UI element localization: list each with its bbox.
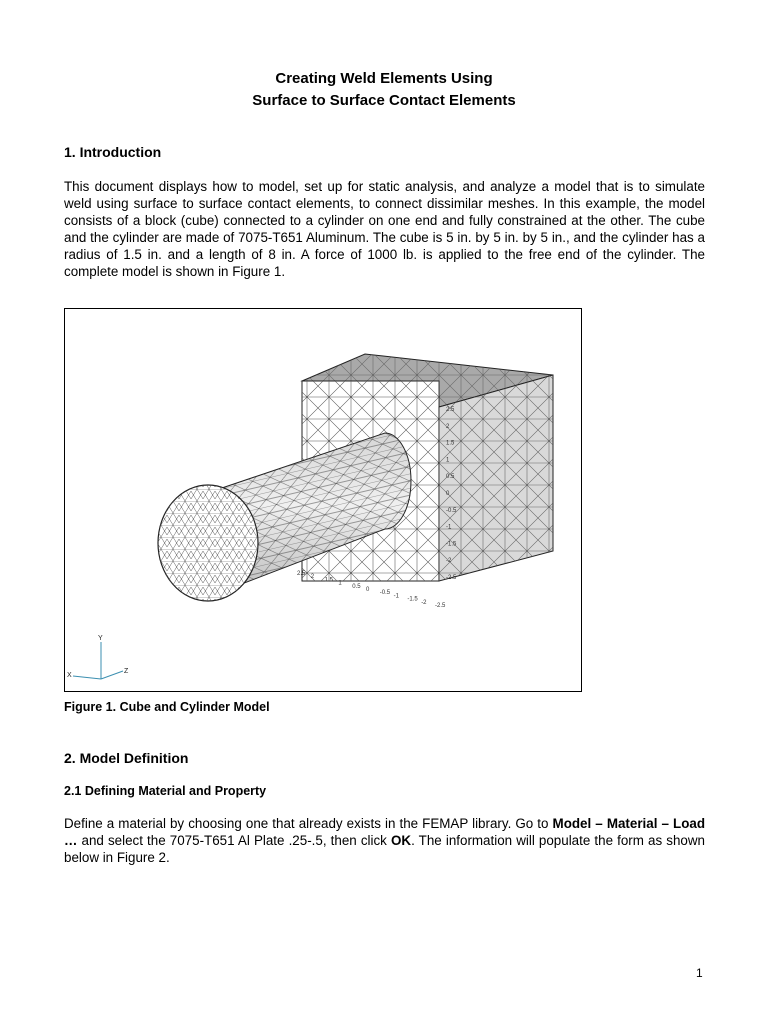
bottom-tick-label: 2.5	[297, 571, 306, 577]
right-tick-label: 1.5	[446, 440, 455, 447]
bottom-tick-label: -1.5	[407, 596, 418, 603]
material-paragraph	[64, 815, 705, 866]
section-heading-model-definition: 2. Model Definition	[64, 750, 189, 766]
bottom-tick-label: -2.5	[435, 603, 446, 609]
right-tick-label: -1.5	[446, 541, 457, 548]
introduction-paragraph: This document displays how to model, set up for static analysis, and analyze a model that is to simulate weld using surface to surface contact elements, to connect dissimilar meshes. In this example, the model consists of a block (cube) connected to a cylinder on one end and fully constrained at the other. The cube and the cylinder are made of 7075-T651 Aluminum. The cube is 5 in. by 5 in. by 5 in., and the cylinder has a radius of 1.5 in. and a length of 8 in. A force of 1000 lb. is applied to the free end of the cylinder. The complete model is shown in Figure 1.	[64, 179, 705, 279]
bottom-tick-label: -2	[421, 599, 427, 606]
right-tick-label: -0.5	[446, 507, 457, 514]
right-tick-label: 0.5	[446, 474, 455, 481]
title-line-1: Creating Weld Elements Using	[275, 70, 493, 87]
triad-x-label: X	[67, 672, 72, 679]
bottom-tick-label: 1.5	[324, 577, 333, 584]
right-tick-label: -1	[446, 524, 452, 531]
material-text-start: Define a material by choosing one that already exists in the FEMAP library. Go to	[64, 816, 553, 831]
document-title	[0, 68, 768, 112]
triad-y-label: Y	[98, 635, 103, 642]
bottom-tick-label: 0.5	[352, 583, 361, 590]
section-heading-introduction: 1. Introduction	[64, 144, 162, 160]
page-number: 1	[696, 966, 703, 980]
title-line-2: Surface to Surface Contact Elements	[252, 92, 516, 109]
right-tick-label: 1	[446, 457, 450, 464]
right-tick-label: 2	[446, 423, 450, 430]
menu-path-text: Model – Material – Load …	[64, 816, 705, 848]
bottom-tick-label: -0.5	[379, 590, 391, 597]
cylinder-end-cap	[158, 485, 258, 601]
coordinate-triad	[67, 635, 129, 679]
right-tick-label: 2.5	[446, 407, 455, 413]
cube-right-face	[439, 375, 553, 581]
figure-cube-cylinder-model	[64, 308, 582, 692]
right-tick-label: 0	[446, 491, 450, 497]
model-illustration	[65, 309, 581, 691]
bottom-tick-label: -1	[393, 593, 399, 600]
ok-text: OK	[390, 833, 412, 848]
bottom-tick-label: 0	[366, 587, 370, 593]
subsection-heading-material-property: 2.1 Defining Material and Property	[64, 784, 267, 798]
right-tick-label: -2.5	[446, 575, 457, 581]
triad-z-label: Z	[124, 668, 129, 675]
material-text-mid: and select the 7075-T651 Al Plate .25-.5, then click	[77, 833, 391, 848]
right-tick-label: -2	[446, 558, 452, 565]
bottom-tick-label: 2	[310, 574, 315, 581]
figure-1-caption: Figure 1. Cube and Cylinder Model	[64, 700, 270, 714]
bottom-tick-label: 1	[338, 580, 342, 587]
material-text-end: . The information will populate the form as shown below in Figure 2.	[64, 833, 705, 865]
